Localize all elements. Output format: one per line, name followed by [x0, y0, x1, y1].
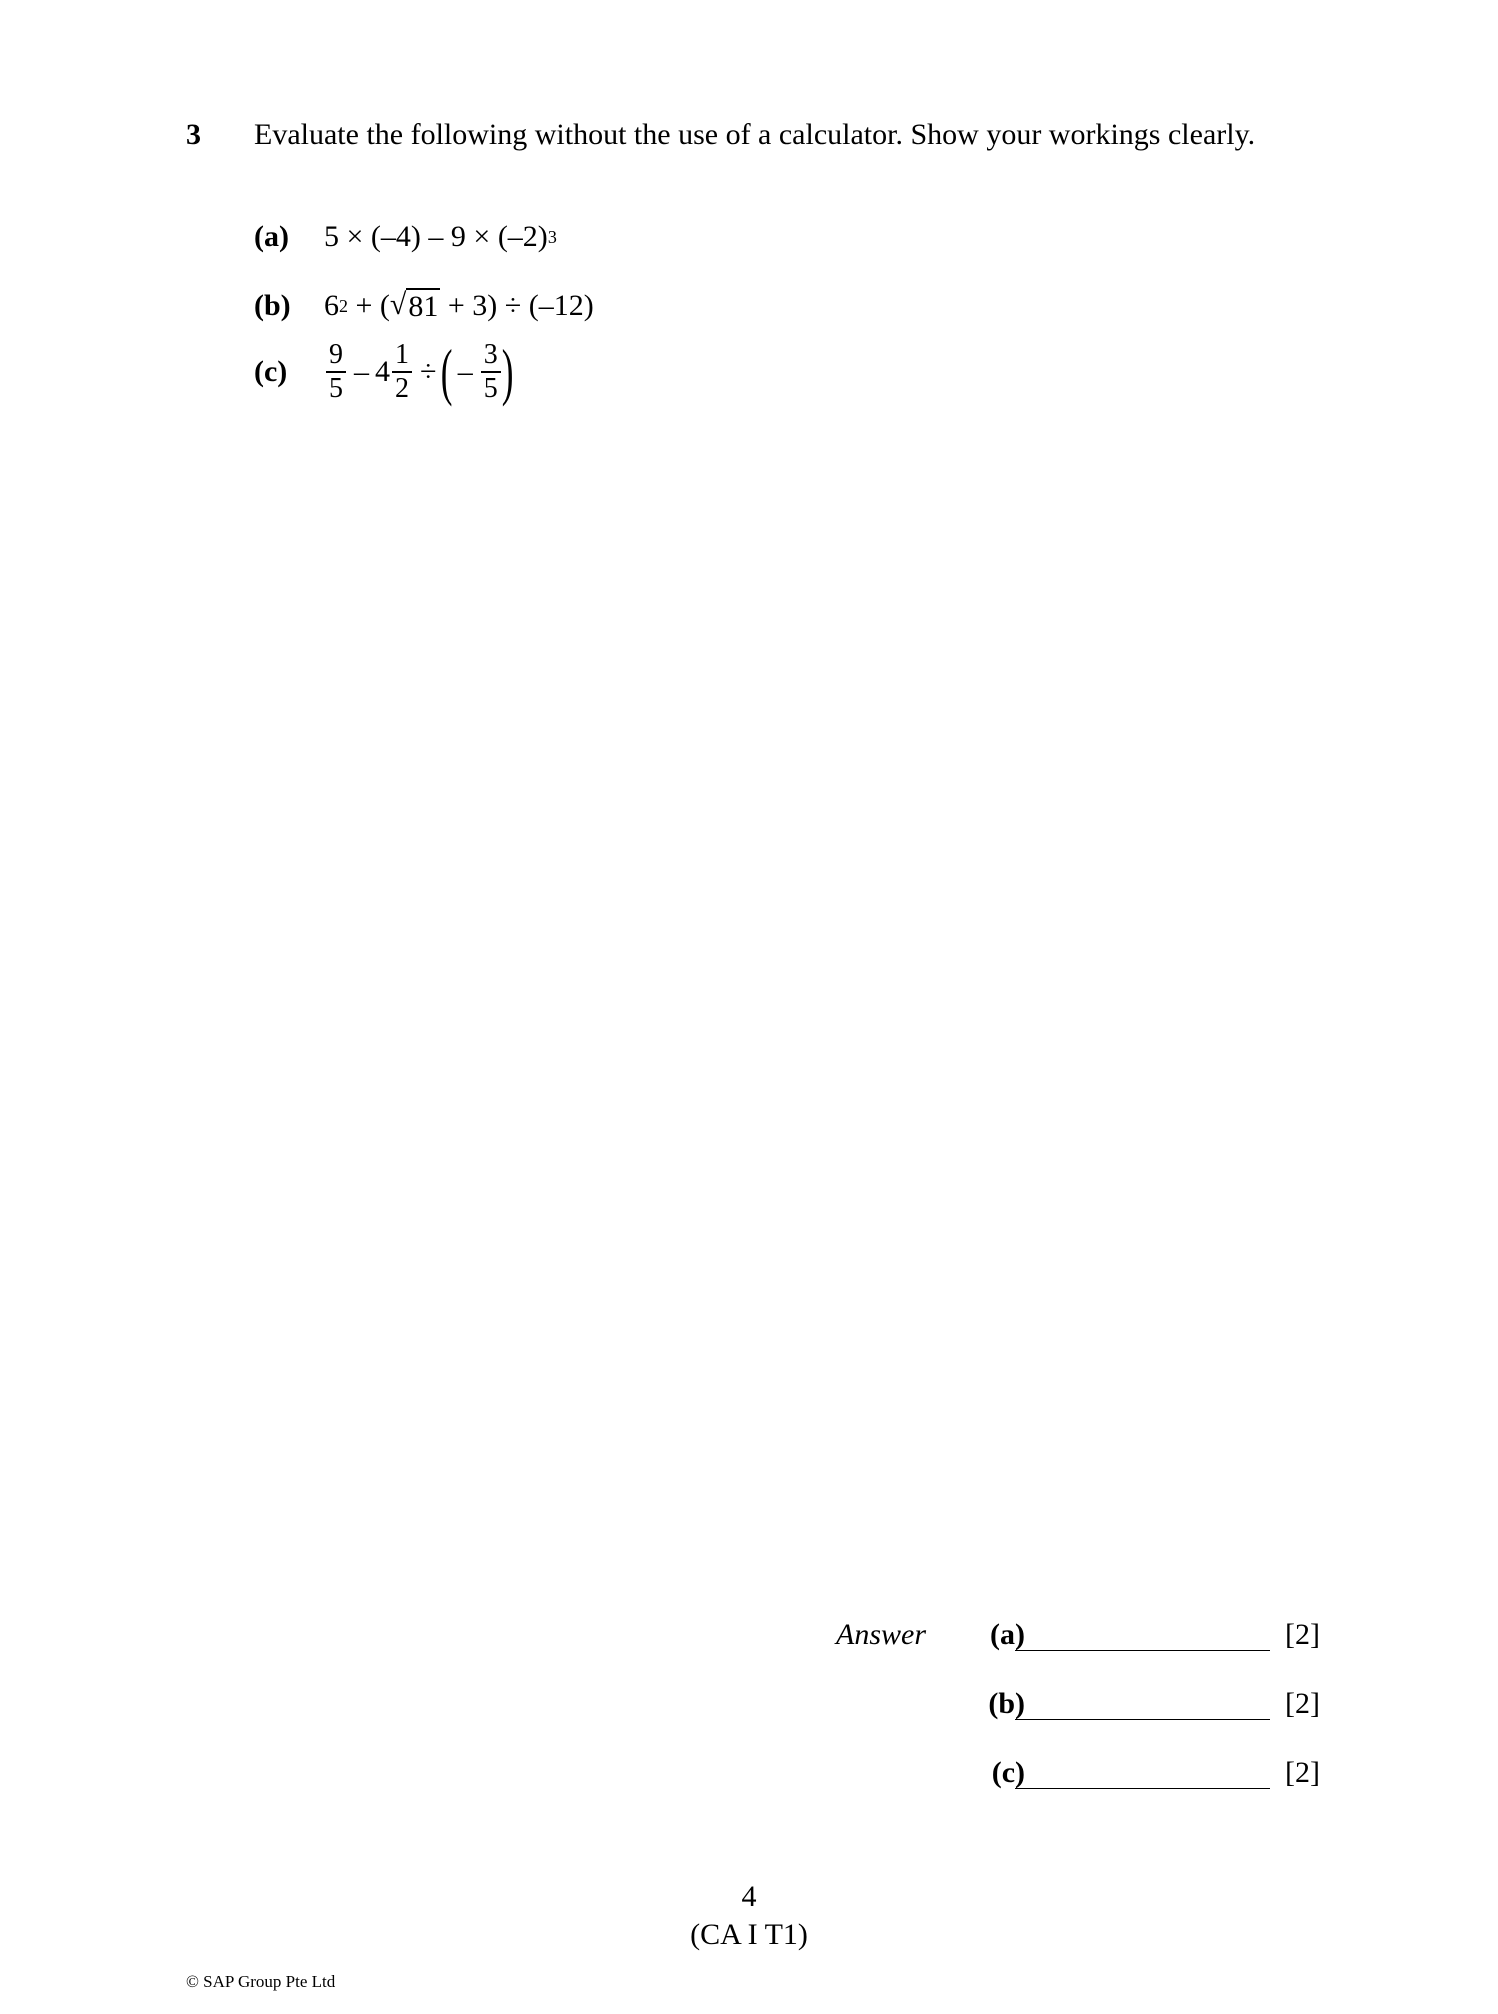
part-b — [254, 288, 594, 323]
answer-line-c[interactable] — [1015, 1788, 1270, 1789]
minus-sign: – — [354, 355, 369, 388]
part-b-mid2: + 3) ÷ (–12) — [440, 288, 594, 322]
fraction-numerator: 1 — [395, 339, 409, 370]
answer-line-a[interactable] — [1015, 1650, 1270, 1651]
fraction-three-fifths — [481, 341, 501, 403]
part-a — [254, 220, 557, 254]
copyright-notice: © SAP Group Pte Ltd — [186, 1972, 336, 1991]
question-number: 3 — [186, 118, 201, 151]
fraction-denominator: 5 — [481, 371, 501, 403]
answer-row-c — [830, 1756, 1320, 1796]
part-b-sqrt — [390, 288, 440, 323]
answer-label-a: (a) — [990, 1618, 1025, 1651]
answer-marks-a: [2] — [1285, 1618, 1320, 1651]
answer-marks-b: [2] — [1285, 1687, 1320, 1720]
answer-label-b: (b) — [988, 1687, 1025, 1720]
answer-row-a — [830, 1618, 1320, 1658]
left-parenthesis: ( — [441, 336, 453, 407]
fraction-denominator: 5 — [326, 371, 346, 403]
part-b-label: (b) — [254, 288, 291, 322]
part-a-expression: 5 × (–4) – 9 × (–2) 3 — [324, 220, 557, 253]
answer-word: Answer — [836, 1618, 926, 1651]
answer-marks-c: [2] — [1285, 1756, 1320, 1789]
mixed-number-whole: 4 — [375, 355, 390, 388]
part-b-expression: 6 2 + ( √ 81 + 3) ÷ (–12) — [324, 288, 594, 323]
part-a-label: (a) — [254, 220, 289, 253]
sqrt-symbol: √ — [389, 288, 407, 321]
right-parenthesis: ) — [501, 336, 514, 407]
answer-row-b — [830, 1687, 1320, 1727]
fraction-denominator: 2 — [392, 371, 412, 403]
part-b-mid1: + ( — [348, 288, 390, 322]
part-c — [254, 336, 514, 407]
fraction-numerator: 9 — [329, 339, 343, 370]
fraction-one-half — [392, 341, 412, 403]
paper-code: (CA I T1) — [690, 1918, 808, 1951]
part-b-base: 6 — [324, 288, 339, 322]
answer-line-b[interactable] — [1015, 1719, 1270, 1720]
part-c-expression — [324, 336, 514, 407]
page-number: 4 — [741, 1880, 757, 1913]
negative-sign: – — [457, 355, 473, 388]
part-b-radicand: 81 — [408, 290, 439, 323]
division-sign: ÷ — [420, 355, 437, 388]
question-prompt: Evaluate the following without the use of a calculator. Show your workings clearly. — [254, 118, 1256, 151]
answer-label-c: (c) — [991, 1756, 1025, 1789]
fraction-numerator: 3 — [483, 339, 498, 370]
part-a-expression-body: 5 × (–4) – 9 × (–2) — [324, 220, 548, 253]
fraction-nine-fifths — [326, 341, 346, 403]
part-c-label: (c) — [254, 355, 288, 388]
